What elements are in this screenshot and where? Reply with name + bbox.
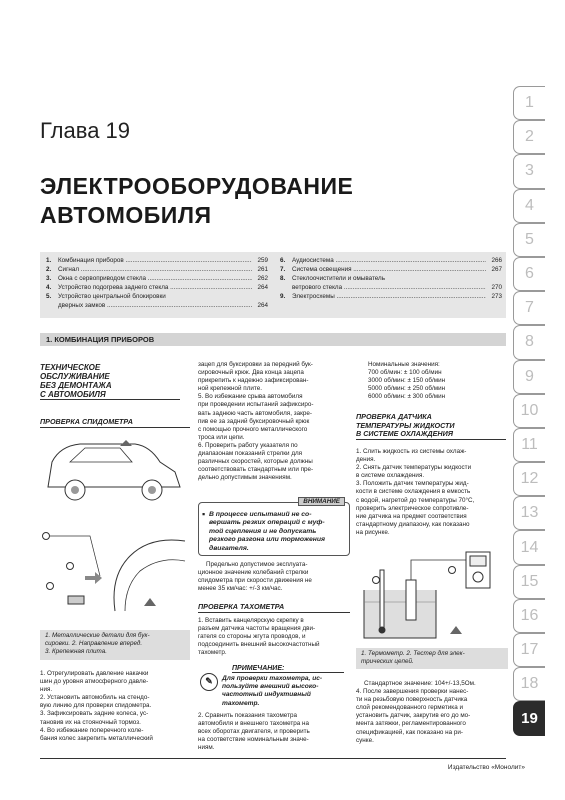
chapter-tab[interactable]: 4 xyxy=(513,189,545,223)
chapter-tab[interactable]: 15 xyxy=(513,565,545,599)
body-text: зацеп для буксировки за передний бук- сировочный крюк. Два конца зацепа прикрепить к надежно зафиксирован- ной крепежной плите. 5. Во избежание срыва автомобиля при проведении испытаний зафиксиро- вать заднюю часть автомобиля, закре- пив ее за задний буксировочный крюк с помощью прочного металлического троса или цепи. 6. Проверить работу указателя по диапазонам показаний стрелки для различных скоростей, которые должны соответствовать стандартным или пре- дельно допустимым значениям. xyxy=(198,361,314,482)
pencil-icon: ✎ xyxy=(200,673,218,691)
chapter-tab[interactable]: 17 xyxy=(513,633,545,667)
section-heading: 1. КОМБИНАЦИЯ ПРИБОРОВ xyxy=(40,333,506,346)
toc-item-continued[interactable]: ветрового стекла ..... 270 xyxy=(280,283,502,292)
body-text: Предельно допустимое эксплуата- ционное значение колебаний стрелки спидометра при скорости движения не менее 35 км/час: +/-3 км/час. xyxy=(198,561,312,593)
toc-item[interactable]: 9. Электросхемы ..... 273 xyxy=(280,292,502,301)
title-line-2: АВТОМОБИЛЯ xyxy=(40,202,212,228)
toc-item[interactable]: 7. Система освещения ..... 267 xyxy=(280,265,502,274)
toc-item[interactable]: 6. Аудиосистема ..... 266 xyxy=(280,256,502,265)
toc-column-right xyxy=(280,256,502,301)
chapter-tab[interactable]: 10 xyxy=(513,394,545,428)
toc-item[interactable]: 2. Сигнал ..... 261 xyxy=(46,265,268,274)
chapter-tabs xyxy=(513,86,545,736)
toc-item[interactable]: 8. Стеклоочистители и омыватель xyxy=(280,275,386,282)
warning-icon: ▪ xyxy=(202,509,206,519)
chapter-tab[interactable]: 1 xyxy=(513,86,545,120)
toc-item[interactable]: 1. Комбинация приборов ..... 259 xyxy=(46,256,268,265)
chapter-tab[interactable]: 5 xyxy=(513,223,545,257)
chapter-tab[interactable]: 8 xyxy=(513,325,545,359)
chapter-tab[interactable]: 3 xyxy=(513,154,545,188)
chapter-tab[interactable]: 18 xyxy=(513,667,545,701)
chapter-title xyxy=(40,172,353,230)
chapter-tab[interactable]: 9 xyxy=(513,360,545,394)
body-text: 1. Слить жидкость из системы охлаж- дения. 2. Снять датчик температуры жидкости в системе охлаждения. 3. Положить датчик температуры жид- кости в системе охлаждения в емкость с водой, нагретой до температуры 70°С, проверить электрическое сопротивле- ние датчика на предмет соответствия стандартному диапазону, как показано на рисунке. xyxy=(356,448,475,536)
figure-caption: 1. Металлические детали для бук- сировки. 2. Направление вперед. 3. Крепежная плита. xyxy=(40,630,190,660)
publisher: Издательство «Монолит» xyxy=(447,764,525,771)
chapter-tab[interactable]: 2 xyxy=(513,120,545,154)
warning-label: ВНИМАНИЕ xyxy=(298,497,345,506)
note-label: ПРИМЕЧАНИЕ: xyxy=(232,665,344,673)
chapter-tab[interactable]: 6 xyxy=(513,257,545,291)
speedometer-check-heading: ПРОВЕРКА СПИДОМЕТРА xyxy=(40,418,190,428)
toc-item-continued[interactable]: дверных замков ..... 264 xyxy=(46,301,268,310)
figure-caption: 1. Термометр. 2. Тестер для элек- трических цепей. xyxy=(356,648,508,669)
toc-column-left xyxy=(46,256,268,310)
table-of-contents xyxy=(40,252,506,318)
body-text: Стандартное значение: 104+/-13,5Ом. 4. После завершения проверки нанес- ти на резьбовую поверхность датчика слой рекомендованного герметика и установить датчик, закрутив его до мо- мента затяжки, регламентированного спецификацией, как показано на ри- сунке. xyxy=(356,680,476,744)
tachometer-check-heading: ПРОВЕРКА ТАХОМЕТРА xyxy=(198,603,350,613)
chapter-tab-active[interactable]: 19 xyxy=(513,701,545,735)
coolant-sensor-heading: ПРОВЕРКА ДАТЧИКА ТЕМПЕРАТУРЫ ЖИДКОСТИ В СИСТЕМЕ ОХЛАЖДЕНИЯ xyxy=(356,413,506,440)
warning-box: ВНИМАНИЕ ▪ В процессе испытаний не со- вершать резких операций с муф- той сцепления и не допускать резкого разгона или торможения двигателя. xyxy=(198,502,350,556)
chapter-tab[interactable]: 11 xyxy=(513,428,545,462)
towing-setup-diagram xyxy=(40,516,190,629)
body-text: 1. Отрегулировать давление накачки шин до уровня атмосферного давле- ния. 2. Установить автомобиль на стендо- вую линию для проверки спидометра. 3. Зафиксировать задние колеса, ус- тановив их на стояночный тормоз. 4. Во избежание поперечного коле- бания колес закрепить металлический xyxy=(40,670,153,742)
nominal-values: Номинальные значения: 700 об/мин: ± 100 об/мин 3000 об/мин: ± 150 об/мин 5000 об/мин: ± 250 об/мин 6000 об/мин: ± 300 об/мин xyxy=(368,361,446,401)
toc-item[interactable]: 3. Окна с сервоприводом стекла ..... 262 xyxy=(46,274,268,283)
sensor-test-diagram xyxy=(356,550,508,645)
title-line-1: ЭЛЕКТРООБОРУДОВАНИЕ xyxy=(40,173,354,199)
car-side-illustration xyxy=(40,432,190,512)
chapter-tab[interactable]: 14 xyxy=(513,530,545,564)
note-box: ✎ ПРИМЕЧАНИЕ: Для проверки тахометра, ис- пользуйте внешний высоко- частотный индуктивный тахометр. xyxy=(198,665,350,709)
toc-item[interactable]: 4. Устройство подогрева заднего стекла ..... 264 xyxy=(46,283,268,292)
chapter-tab[interactable]: 7 xyxy=(513,291,545,325)
chapter-tab[interactable]: 16 xyxy=(513,599,545,633)
body-text: 1. Вставить канцелярскую скрепку в разъем датчика частоты вращения дви- гателя со стороны жгута проводов, и подсоединить внешний высокочастотный тахометр. xyxy=(198,617,320,657)
subsection-heading: ТЕХНИЧЕСКОЕ ОБСЛУЖИВАНИЕ БЕЗ ДЕМОНТАЖА С АВТОМОБИЛЯ xyxy=(40,363,180,400)
chapter-tab[interactable]: 13 xyxy=(513,496,545,530)
footer-divider xyxy=(40,758,506,759)
body-text: 2. Сравнить показания тахометра автомобиля и внешнего тахометра на всех оборотах двигателя, и проверить на соответствие номинальным значе- ниям. xyxy=(198,712,310,752)
chapter-label: Глава 19 xyxy=(40,118,131,143)
toc-item[interactable]: 5. Устройство центральной блокировки xyxy=(46,293,166,300)
chapter-tab[interactable]: 12 xyxy=(513,462,545,496)
